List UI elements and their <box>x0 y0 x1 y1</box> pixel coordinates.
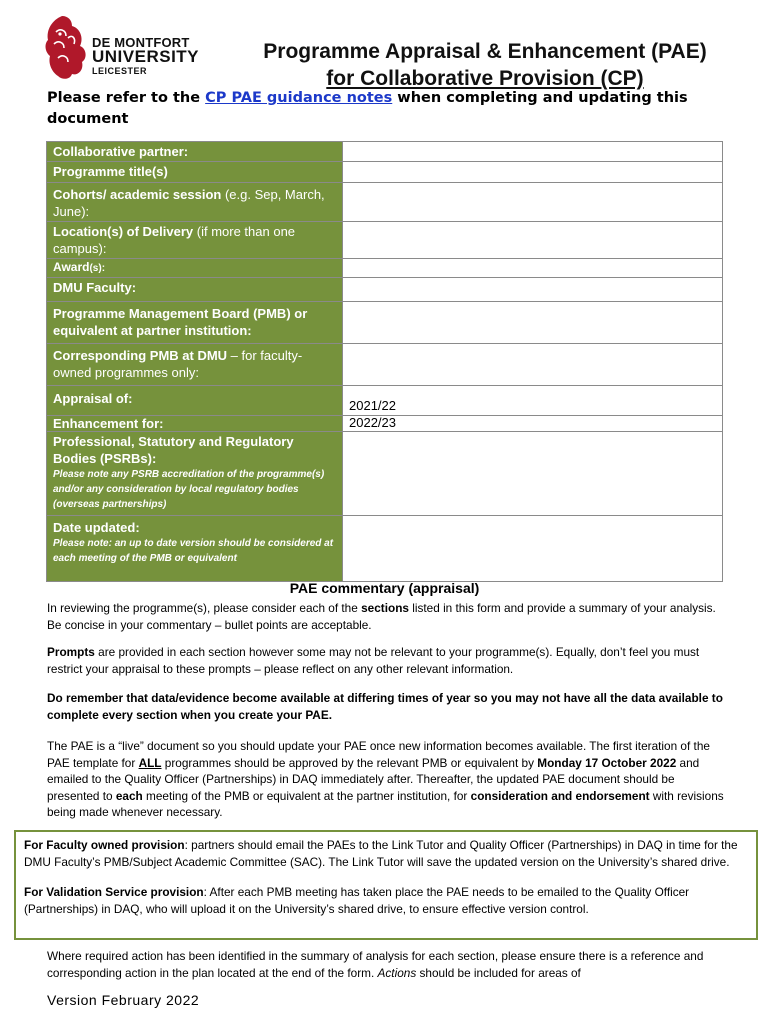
logo-line-2: UNIVERSITY <box>92 47 200 66</box>
programme-info-table <box>46 141 723 582</box>
university-logo <box>42 14 212 84</box>
date-updated-label: Date updated: Please note: an up to date version should be considered at each meeting of the PMB or equivalent <box>47 516 343 582</box>
corr-pmb-field[interactable] <box>343 344 723 386</box>
provision-info-box <box>14 830 758 940</box>
psrb-field[interactable] <box>343 432 723 516</box>
date-updated-note: Please note: an up to date version should be considered at each meeting of the PMB or equivalent <box>53 538 334 564</box>
location-field[interactable] <box>343 222 723 259</box>
pmb-label: Programme Management Board (PMB) or equivalent at partner institution: <box>47 302 343 344</box>
title-line-1: Programme Appraisal & Enhancement (PAE) <box>263 40 707 63</box>
cohorts-label: Cohorts/ academic session (e.g. Sep, March, June): <box>47 183 343 222</box>
intro-suffix: when completing and updating this document <box>47 90 688 127</box>
guidance-notes-link[interactable]: CP PAE guidance notes <box>205 90 393 106</box>
version-footer: Version February 2022 <box>47 992 200 1008</box>
commentary-paragraph-4: The PAE is a “live” document so you should update your PAE once new information becomes available. The first iteration of the PAE template for ALL programmes should be approved by the relevant PMB or equivalent by Monday 17 October 2022 and emailed to the Quality Officer (Partnerships) in DAQ immediately after. Thereafter, the updated PAE document should be presented to each meeting of the PMB or equivalent at the partner institution, for consideration and endorsement with revisions being made whenever necessary. <box>47 739 724 819</box>
enhancement-field[interactable]: 2022/23 <box>343 416 723 432</box>
commentary-paragraph-1: In reviewing the programme(s), please consider each of the sections listed in this form and provide a summary of your analysis. Be concise in your commentary – bullet points are acceptable. <box>47 601 716 632</box>
programme-titles-label: Programme title(s) <box>47 162 343 183</box>
pmb-field[interactable] <box>343 302 723 344</box>
date-updated-field[interactable] <box>343 516 723 582</box>
faculty-provision-note: For Faculty owned provision: partners should email the PAEs to the Link Tutor and Quality Officer (Partnerships) in DAQ in time for the DMU Faculty’s PMB/Subject Academic Committee (SAC). The Link Tutor will save the updated version on the University’s shared drive. <box>24 838 738 869</box>
intro-instruction <box>47 88 737 130</box>
collab-partner-label: Collaborative partner: <box>47 142 343 162</box>
title-line-2: for Collaborative Provision (CP) <box>326 67 644 90</box>
closing-paragraph: Where required action has been identified in the summary of analysis for each section, please ensure there is a reference and corresponding action in the plan located at the end of the form. Actions should be included for areas of <box>47 949 704 980</box>
appraisal-label: Appraisal of: <box>47 386 343 416</box>
faculty-field[interactable] <box>343 278 723 302</box>
psrb-label: Professional, Statutory and Regulatory Bodies (PSRBs): Please note any PSRB accreditation of the programme(s) and/or any consideration by local regulatory bodies (overseas partnerships) <box>47 432 343 516</box>
collab-partner-field[interactable] <box>343 142 723 162</box>
enhancement-label: Enhancement for: <box>47 416 343 432</box>
location-label: Location(s) of Delivery (if more than one campus): <box>47 222 343 259</box>
award-label: Award(s): <box>47 259 343 278</box>
commentary-heading: PAE commentary (appraisal) <box>289 580 480 596</box>
page-title <box>220 38 750 92</box>
intro-prefix: Please refer to the <box>47 90 206 106</box>
crest-icon <box>42 14 90 82</box>
commentary-paragraph-3: Do remember that data/evidence become available at differing times of year so you may not have all the data available to complete every section when you create your PAE. <box>47 691 723 722</box>
cohorts-field[interactable] <box>343 183 723 222</box>
validation-provision-note: For Validation Service provision: After each PMB meeting has taken place the PAE needs to be emailed to the Quality Officer (Partnerships) in DAQ, who will upload it on the University’s shared drive, to ensure effective version control. <box>24 885 690 916</box>
appraisal-field[interactable]: 2021/22 <box>343 386 723 416</box>
programme-titles-field[interactable] <box>343 162 723 183</box>
psrb-note: Please note any PSRB accreditation of the programme(s) and/or any consideration by local regulatory bodies (overseas partnerships) <box>53 469 325 510</box>
corr-pmb-label: Corresponding PMB at DMU – for faculty-owned programmes only: <box>47 344 343 386</box>
award-field[interactable] <box>343 259 723 278</box>
logo-line-1: DE MONTFORT <box>92 35 190 50</box>
faculty-label: DMU Faculty: <box>47 278 343 302</box>
logo-line-3: LEICESTER <box>92 66 148 76</box>
commentary-paragraph-2: Prompts are provided in each section however some may not be relevant to your programme(s). Equally, don’t feel you must restrict your appraisal to these prompts – please reflect on any other relevant information. <box>47 645 700 676</box>
